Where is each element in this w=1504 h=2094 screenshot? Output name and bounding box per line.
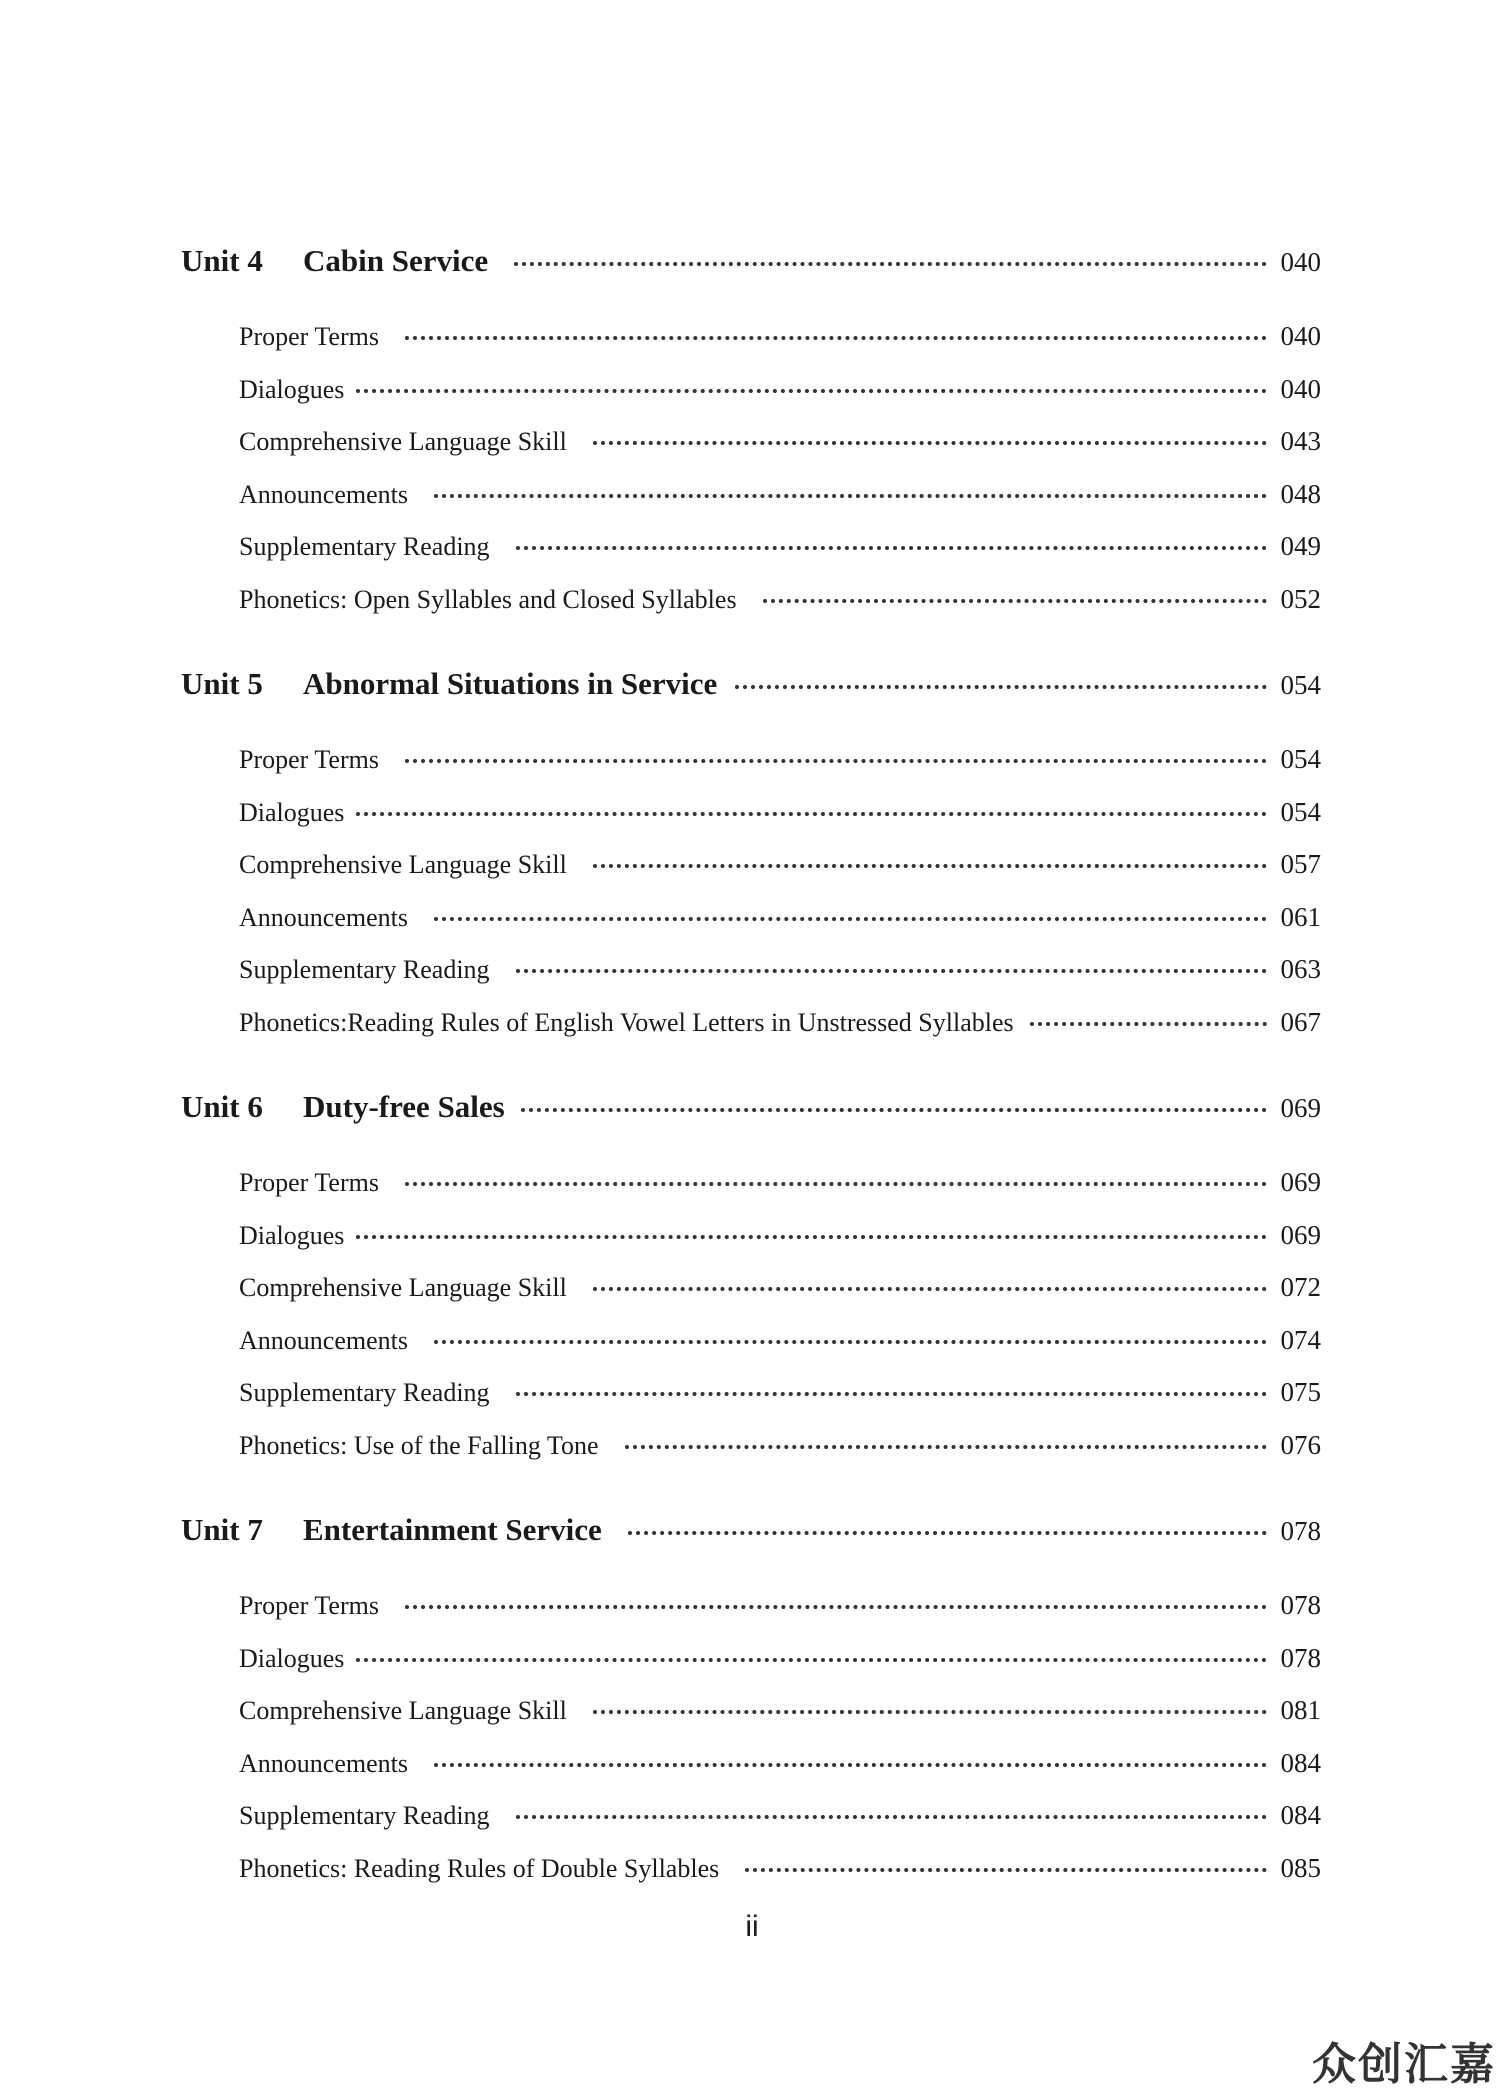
unit-page-number: 069 [1280,1093,1321,1123]
toc-entry[interactable] [181,363,1321,416]
dot-leader [521,1108,1267,1112]
entry-page-number: 084 [1280,1800,1321,1830]
entry-page-number: 052 [1280,583,1321,614]
entry-page-number: 054 [1280,744,1321,774]
entry-title: Dialogues [239,797,345,827]
toc-entry[interactable] [181,1314,1321,1367]
toc-entry[interactable] [181,520,1321,573]
entry-page-number: 075 [1280,1377,1321,1407]
toc-entry[interactable] [181,1632,1321,1685]
toc-entry[interactable] [181,310,1321,363]
toc-entry[interactable] [181,1156,1321,1209]
entry-title: Dialogues [239,1220,345,1250]
watermark-logo: 众创汇嘉 [1312,2039,1496,2090]
entry-title: Announcements [239,1748,408,1778]
unit-page-number: 054 [1280,670,1321,700]
entry-title: Supplementary Reading [239,955,490,984]
dot-leader [356,1235,1266,1239]
dot-leader [516,1815,1267,1819]
entry-title: Supplementary Reading [239,532,490,561]
toc-entry[interactable] [181,1209,1321,1262]
toc-entry[interactable] [181,1261,1321,1314]
entry-title: Proper Terms [239,1591,379,1620]
toc-entry[interactable] [181,573,1321,626]
entry-page-number: 049 [1280,531,1321,561]
entry-title: Supplementary Reading [239,1801,490,1830]
unit-heading-row[interactable] [181,1082,1321,1132]
toc-entry[interactable] [181,996,1321,1049]
entry-page-number: 069 [1280,1219,1321,1250]
toc-entry[interactable] [181,1737,1321,1790]
entry-page-number: 063 [1280,954,1321,984]
toc-unit [181,1082,1321,1471]
entry-page-number: 084 [1280,1747,1321,1778]
dot-leader [593,1287,1267,1291]
unit-title: Abnormal Situations in Service [303,666,718,701]
dot-leader [356,1658,1266,1662]
entry-title: Phonetics: Use of the Falling Tone [239,1430,599,1460]
entry-title: Comprehensive Language Skill [239,427,567,456]
unit-number: Unit 7 [181,1512,263,1547]
entry-title: Phonetics:Reading Rules of English Vowel Letters in Unstressed Syllables [239,1007,1014,1037]
dot-leader [625,1445,1267,1449]
entry-title: Phonetics: Open Syllables and Closed Syllables [239,584,737,614]
dot-leader [628,1531,1267,1535]
dot-leader [1030,1022,1267,1026]
unit-page-number: 078 [1280,1516,1321,1546]
entry-page-number: 043 [1280,426,1321,456]
entry-page-number: 081 [1280,1695,1321,1725]
toc-entry[interactable] [181,1789,1321,1842]
dot-leader [405,759,1267,763]
entry-title: Phonetics: Reading Rules of Double Syllables [239,1853,720,1883]
toc-entry[interactable] [181,1579,1321,1632]
dot-leader [735,685,1266,689]
entry-page-number: 085 [1280,1852,1321,1883]
table-of-contents [181,236,1321,1894]
dot-leader [434,494,1267,498]
toc-entry[interactable] [181,468,1321,521]
dot-leader [593,1710,1267,1714]
toc-entry[interactable] [181,1684,1321,1737]
toc-entry[interactable] [181,943,1321,996]
toc-entry[interactable] [181,1842,1321,1895]
entry-page-number: 057 [1280,849,1321,879]
dot-leader [593,441,1267,445]
entry-page-number: 040 [1280,321,1321,351]
unit-heading-row[interactable] [181,1505,1321,1555]
entry-page-number: 061 [1280,901,1321,932]
toc-unit [181,1505,1321,1894]
toc-unit [181,659,1321,1048]
entry-page-number: 074 [1280,1324,1321,1355]
toc-entry[interactable] [181,786,1321,839]
dot-leader [516,546,1267,550]
unit-title: Cabin Service [303,243,489,278]
toc-entry[interactable] [181,1419,1321,1472]
toc-entry[interactable] [181,415,1321,468]
dot-leader [356,812,1266,816]
dot-leader [763,599,1267,603]
entry-page-number: 040 [1280,373,1321,404]
dot-leader [516,1392,1267,1396]
entry-page-number: 069 [1280,1167,1321,1197]
unit-number: Unit 5 [181,666,263,701]
footer-page-number: ii [745,1910,759,1943]
entry-title: Announcements [239,479,408,509]
dot-leader [405,336,1267,340]
entry-title: Comprehensive Language Skill [239,1696,567,1725]
dot-leader [516,969,1267,973]
entry-page-number: 076 [1280,1429,1321,1460]
entry-title: Comprehensive Language Skill [239,850,567,879]
unit-heading-row[interactable] [181,236,1321,286]
unit-number: Unit 6 [181,1089,263,1124]
entry-page-number: 048 [1280,478,1321,509]
unit-number: Unit 4 [181,243,263,278]
entry-title: Announcements [239,902,408,932]
toc-entry[interactable] [181,838,1321,891]
unit-title: Duty-free Sales [303,1089,505,1124]
entry-title: Proper Terms [239,745,379,774]
dot-leader [405,1182,1267,1186]
toc-entry[interactable] [181,1366,1321,1419]
entry-title: Dialogues [239,374,345,404]
dot-leader [514,262,1266,266]
dot-leader [356,389,1266,393]
toc-unit [181,236,1321,625]
dot-leader [745,1868,1266,1872]
unit-title: Entertainment Service [303,1512,602,1547]
dot-leader [434,917,1267,921]
toc-entry[interactable] [181,891,1321,944]
unit-page-number: 040 [1280,247,1321,277]
entry-title: Comprehensive Language Skill [239,1273,567,1302]
entry-title: Supplementary Reading [239,1378,490,1407]
dot-leader [593,864,1267,868]
entry-page-number: 054 [1280,796,1321,827]
unit-heading-row[interactable] [181,659,1321,709]
entry-title: Proper Terms [239,322,379,351]
entry-page-number: 078 [1280,1642,1321,1673]
dot-leader [434,1340,1267,1344]
dot-leader [434,1763,1267,1767]
entry-title: Proper Terms [239,1168,379,1197]
entry-title: Announcements [239,1325,408,1355]
entry-page-number: 067 [1280,1006,1321,1037]
entry-title: Dialogues [239,1643,345,1673]
dot-leader [405,1605,1267,1609]
entry-page-number: 072 [1280,1272,1321,1302]
toc-entry[interactable] [181,733,1321,786]
entry-page-number: 078 [1280,1590,1321,1620]
